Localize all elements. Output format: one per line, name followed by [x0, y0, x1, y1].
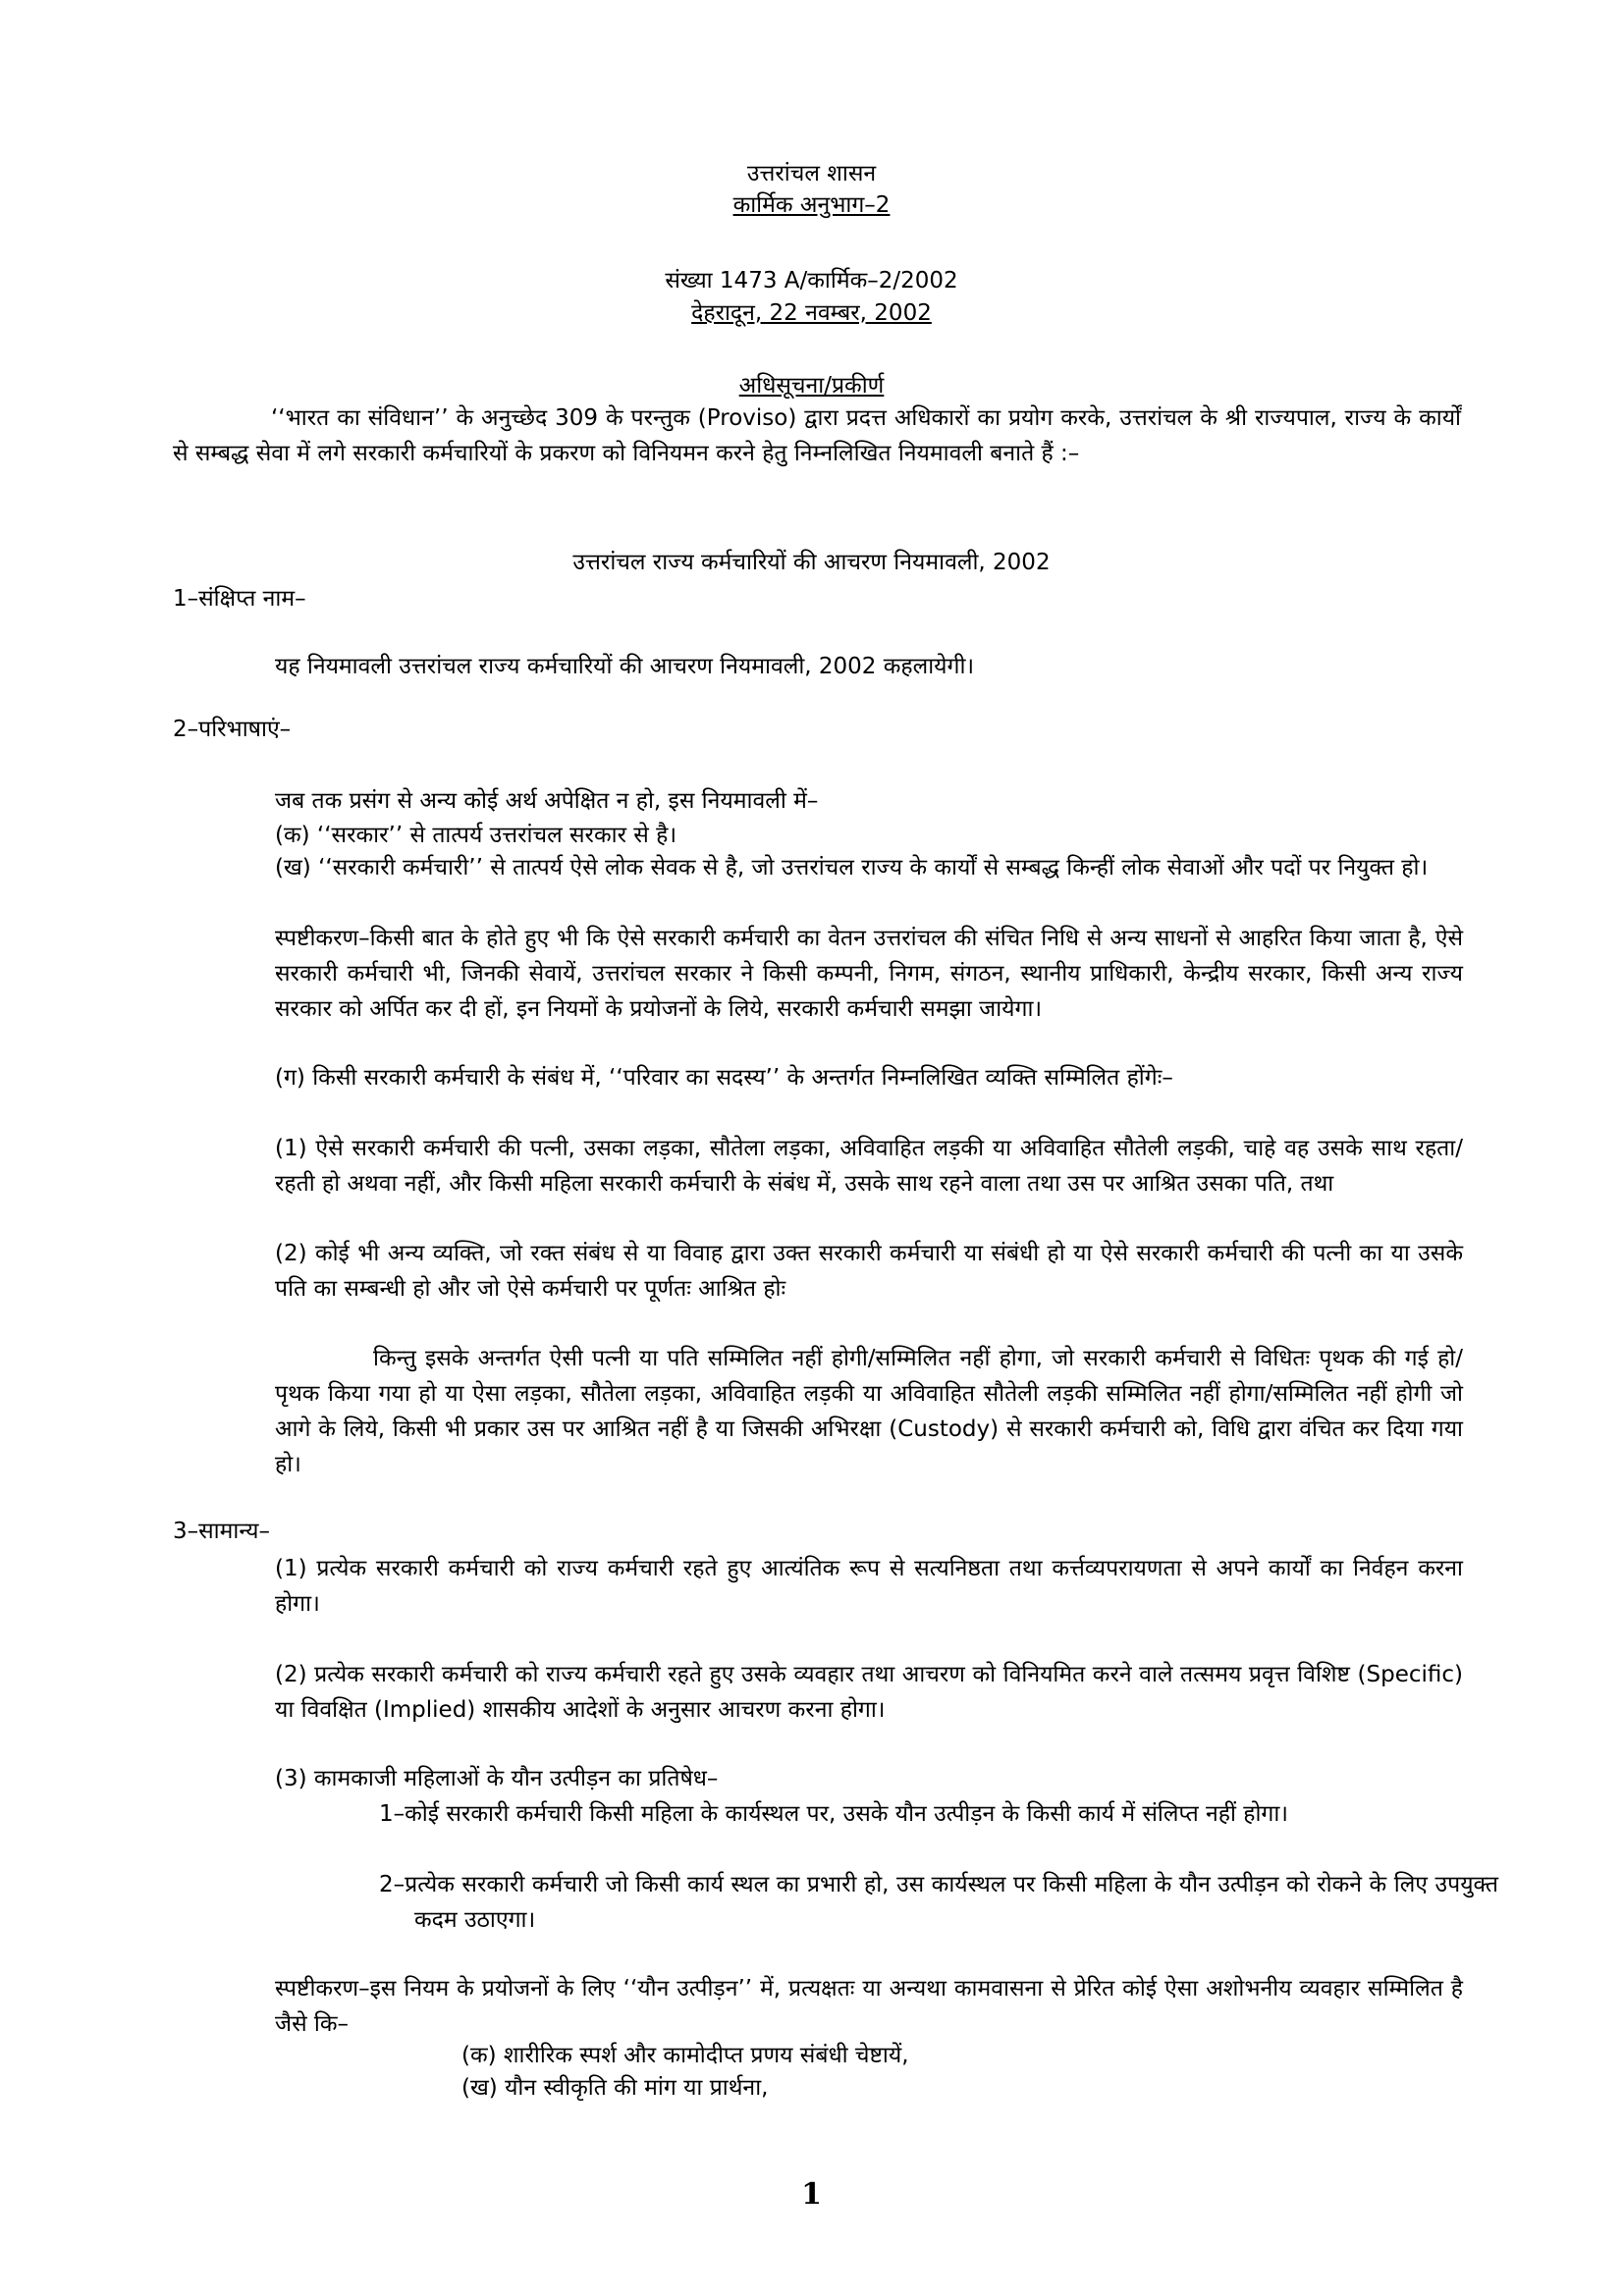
rule1-text: यह नियमावली उत्तरांचल राज्य कर्मचारियों की आचरण नियमावली, 2002 कहलायेगी। [275, 654, 975, 679]
rule2-heading: 2–परिभाषाएं– [173, 717, 292, 742]
place-date-wrap [0, 298, 1623, 328]
rule2-ka: (क) ‘‘सरकार’’ से तात्पर्य उत्तरांचल सरकार से है। [275, 823, 677, 848]
notification-title: अधिसूचना/प्रकीर्ण [738, 373, 885, 399]
header-org: उत्तरांचल शासन [746, 161, 877, 187]
rule3-p3: (3) कामकाजी महिलाओं के यौन उत्पीड़न का प्रतिषेध– [275, 1766, 719, 1791]
rule3-p2: (2) प्रत्येक सरकारी कर्मचारी को राज्य कर्मचारी रहते हुए उसके व्यवहार तथा आचरण को विनियमित करने वाले तत्समय प्रवृत्त विशिष्ट (Specific) या विवक्षित (Implied) शासकीय आदेशों के अनुसार आचरण करना होगा। [275, 1662, 1463, 1723]
rule3-heading: 3–सामान्य– [173, 1519, 270, 1544]
rule3-p1: (1) प्रत्येक सरकारी कर्मचारी को राज्य कर्मचारी रहते हुए आत्यंतिक रूप से सत्यनिष्ठता तथा कर्त्तव्यपरायणता से अपने कार्यों का निर्वहन करना होगा। [275, 1556, 1463, 1617]
rule1-heading: 1–संक्षिप्त नाम– [173, 586, 306, 612]
rule2-kha: (ख) ‘‘सरकारी कर्मचारी’’ से तात्पर्य ऐसे लोक सेवक से है, जो उत्तरांचल राज्य के कार्यों से सम्बद्ध किन्हीं लोक सेवाओं और पदों पर नियुक्त हो। [275, 855, 1429, 881]
rule2-proviso: किन्तु इसके अन्तर्गत ऐसी पत्नी या पति सम्मिलित नहीं होगी/सम्मिलित नहीं होगा, जो सरकारी कर्मचारी से विधितः पृथक की गई हो/पृथक किया गया हो या ऐसा लड़का, सौतेला लड़का, अविवाहित लड़की या अविवाहित सौतेली लड़की सम्मिलित नहीं होगा/सम्मिलित नहीं होगी जो आगे के लिये, किसी भी प्रकार उस पर आश्रित नहीं है या जिसकी अभिरक्षा (Custody) से सरकारी कर्मचारी को, विधि द्वारा वंचित कर दिया गया हो। [275, 1346, 1463, 1477]
rule3-item-kha: (ख) यौन स्वीकृति की मांग या प्रार्थना, [461, 2075, 769, 2101]
rule3-item-ka: (क) शारीरिक स्पर्श और कामोदीप्त प्रणय संबंधी चेष्टायें, [461, 2043, 909, 2068]
header-section-wrap [0, 190, 1623, 220]
rules-title: उत्तरांचल राज्य कर्मचारियों की आचरण नियमावली, 2002 [572, 550, 1051, 575]
page-number: 1 [801, 2177, 822, 2212]
rule2-ga: (ग) किसी सरकारी कर्मचारी के संबंध में, ‘‘परिवार का सदस्य’’ के अन्तर्गत निम्नलिखित व्यक्ति सम्मिलित होंगेः– [275, 1065, 1173, 1091]
rule3-p3-item1: 1–कोई सरकारी कर्मचारी किसी महिला के कार्यस्थल पर, उसके यौन उत्पीड़न के किसी कार्य में संलिप्त नहीं होगा। [379, 1801, 1289, 1827]
header-section: कार्मिक अनुभाग–2 [732, 192, 891, 218]
rule2-ga-1: (1) ऐसे सरकारी कर्मचारी की पत्नी, उसका लड़का, सौतेला लड़का, अविवाहित लड़की या अविवाहित सौतेली लड़की, चाहे वह उसके साथ रहता/रहती हो अथवा नहीं, और किसी महिला सरकारी कर्मचारी के संबंध में, उसके साथ रहने वाला तथा उस पर आश्रित उसका पति, तथा [275, 1136, 1463, 1197]
intro-paragraph: ‘‘भारत का संविधान’’ के अनुच्छेद 309 के परन्तुक (Proviso) द्वारा प्रदत्त अधिकारों का प्रयोग करके, उत्तरांचल के श्री राज्यपाल, राज्य के कार्यों से सम्बद्ध सेवा में लगे सरकारी कर्मचारियों के प्रकरण को विनियमन करने हेतु निम्नलिखित नियमावली बनाते हैं :– [173, 405, 1461, 466]
notification-wrap [0, 371, 1623, 400]
rule3-explanation: स्पष्टीकरण–इस नियम के प्रयोजनों के लिए ‘‘यौन उत्पीड़न’’ में, प्रत्यक्षतः या अन्यथा कामवासना से प्रेरित कोई ऐसा अशोभनीय व्यवहार सम्मिलित है जैसे कि– [275, 1976, 1463, 2037]
rule2-explanation: स्पष्टीकरण–किसी बात के होते हुए भी कि ऐसे सरकारी कर्मचारी का वेतन उत्तरांचल की संचित निधि से अन्य साधनों से आहरित किया जाता है, ऐसे सरकारी कर्मचारी भी, जिनकी सेवायें, उत्तरांचल सरकार ने किसी कम्पनी, निगम, संगठन, स्थानीय प्राधिकारी, केन्द्रीय सरकार, किसी अन्य राज्य सरकार को अर्पित कर दी हों, इन नियमों के प्रयोजनों के लिये, सरकारी कर्मचारी समझा जायेगा। [275, 926, 1463, 1022]
rule2-ga-2: (2) कोई भी अन्य व्यक्ति, जो रक्त संबंध से या विवाह द्वारा उक्त सरकारी कर्मचारी या संबंधी हो या ऐसे सरकारी कर्मचारी की पत्नी का या उसके पति का सम्बन्धी हो और जो ऐसे कर्मचारी पर पूर्णतः आश्रित होः [275, 1241, 1463, 1302]
rule3-p3-item2: 2–प्रत्येक सरकारी कर्मचारी जो किसी कार्य स्थल का प्रभारी हो, उस कार्यस्थल पर किसी महिला के यौन उत्पीड़न को रोकने के लिए उपयुक्त कदम उठाएगा। [379, 1872, 1498, 1933]
order-number: संख्या 1473 A/कार्मिक–2/2002 [665, 268, 958, 294]
place-date: देहरादून, 22 नवम्बर, 2002 [691, 300, 932, 326]
rule2-intro: जब तक प्रसंग से अन्य कोई अर्थ अपेक्षित न हो, इस नियमावली में– [275, 788, 819, 814]
